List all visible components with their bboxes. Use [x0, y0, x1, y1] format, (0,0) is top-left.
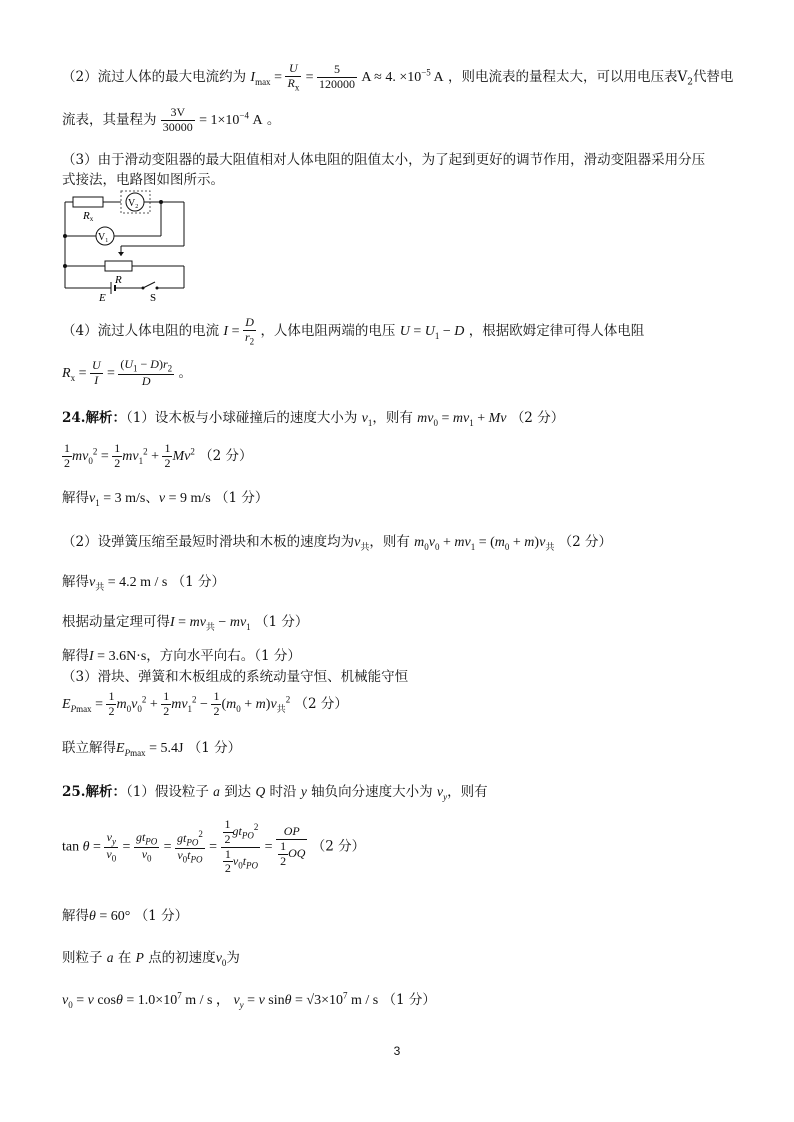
- q25-line-2: tan θ = $\frac{v_y}{v_0}$ = $\frac{gt_{PO}}{v_0}$ = $\frac{gt_{PO}^2}{v_0t_{PO}}$ = $\frac{1}{2}$ $gt_{PO}^2$ $\frac{1}{2}$ $v_0t_{PO}$ = OP $\frac{1}{2}$ OQ （2 分）: [62, 817, 366, 876]
- q24-line-6: 根据动量定理可得$I = mv_共 - mv_1$ （1 分）: [62, 614, 309, 632]
- rheostat-r: [105, 261, 132, 271]
- q24-line-3: 解得$v_1 = 3$ m/s、v = 9 m/s （1 分）: [62, 490, 269, 508]
- q24-line-8: （3）滑块、弹簧和木板组成的系统动量守恒、机械能守恒: [62, 669, 409, 685]
- q25-line-4: 则粒子 a 在 P 点的初速度$v_0$为: [62, 950, 240, 968]
- para-2-line-2: 流表，其量程为 $\frac{3V}{30000}$ = $1\times 10^{-4}$ A 。: [62, 105, 281, 134]
- switch-s: [143, 282, 155, 288]
- label-r: R: [115, 274, 122, 286]
- page-number: 3: [393, 1044, 401, 1058]
- q25-line-1: 25.解析：（1）假设粒子 a 到达 Q 时沿 y 轴负向分速度大小为 $v_y$，则有: [62, 784, 488, 802]
- q24-line-5: 解得$v_共 = 4.2$ m / s （1 分）: [62, 574, 226, 592]
- resistor-rx: [73, 197, 103, 207]
- label-rx: Rx: [83, 210, 94, 223]
- label-s: S: [150, 292, 157, 304]
- label-e: E: [99, 292, 106, 304]
- q24-line-1: 24.解析：（1）设木板与小球碰撞后的速度大小为 $v_1$，则有 $mv_0 = mv_1 + Mv$ （2 分）: [62, 410, 565, 428]
- para-4-line-2: $R_x$ = $\frac{U}{I}$ = $\frac{(U_1 - D)r_2}{D}$ 。: [62, 357, 192, 388]
- q24-line-2: $\frac{1}{2}$ $mv_0^2$ = $\frac{1}{2}$ $mv_1^2$ + $\frac{1}{2}$ Mv$^2$ （2 分）: [64, 441, 253, 470]
- para-3-line-1: （3）由于滑动变阻器的最大阻值相对人体电阻的阻值太小，为了起到更好的调节作用，滑动变阻器采用分压: [62, 152, 706, 168]
- circuit-diagram: [55, 188, 195, 304]
- q24-line-7: 解得I = 3.6N·s，方向水平向右。（1 分）: [62, 648, 301, 664]
- para-3-line-2: 式接法，电路图如图所示。: [62, 172, 224, 188]
- para-2-line-1: （2）流过人体的最大电流约为 $I_{max}$ = $\frac{U}{R_x}$ = $\frac{5}{120000}$ A ≈ 4. $\times 10^{-5}$ A ，则电流表的量程太大，可以用电压表$V_2$代替电: [62, 61, 734, 93]
- q24-line-4: （2）设弹簧压缩至最短时滑块和木板的速度均为$v_共$，则有 $m_0v_0 + mv_1 = (m_0 + m)v_共$ （2 分）: [62, 534, 613, 552]
- q25-line-5: $v_0 = v$ $\cos\theta = 1.0\times 10^7$ m / s ， $v_y = v$ $\sin\theta = √3\times 10^7$ m / s （1 分）: [62, 990, 436, 1010]
- label-v1: $V_1$: [98, 232, 109, 244]
- label-v2: $V_2$: [128, 198, 139, 210]
- q24-line-10: 联立解得$E_{Pmax} = 5.4J$ （1 分）: [62, 740, 242, 758]
- para-4-line-1: （4）流过人体电阻的电流 I = $\frac{D}{r_2}$ ，人体电阻两端的电压 $U = U_1 - D$ ，根据欧姆定律可得人体电阻: [62, 315, 645, 347]
- q25-line-3: 解得θ = 60° （1 分）: [62, 908, 189, 924]
- q24-line-9: $E_{Pmax}$ = $\frac{1}{2}$ $m_0v_0^2$ + $\frac{1}{2}$ $mv_1^2$ − $\frac{1}{2}$ $(m_0 + m)v_共^2$ （2 分）: [62, 689, 348, 718]
